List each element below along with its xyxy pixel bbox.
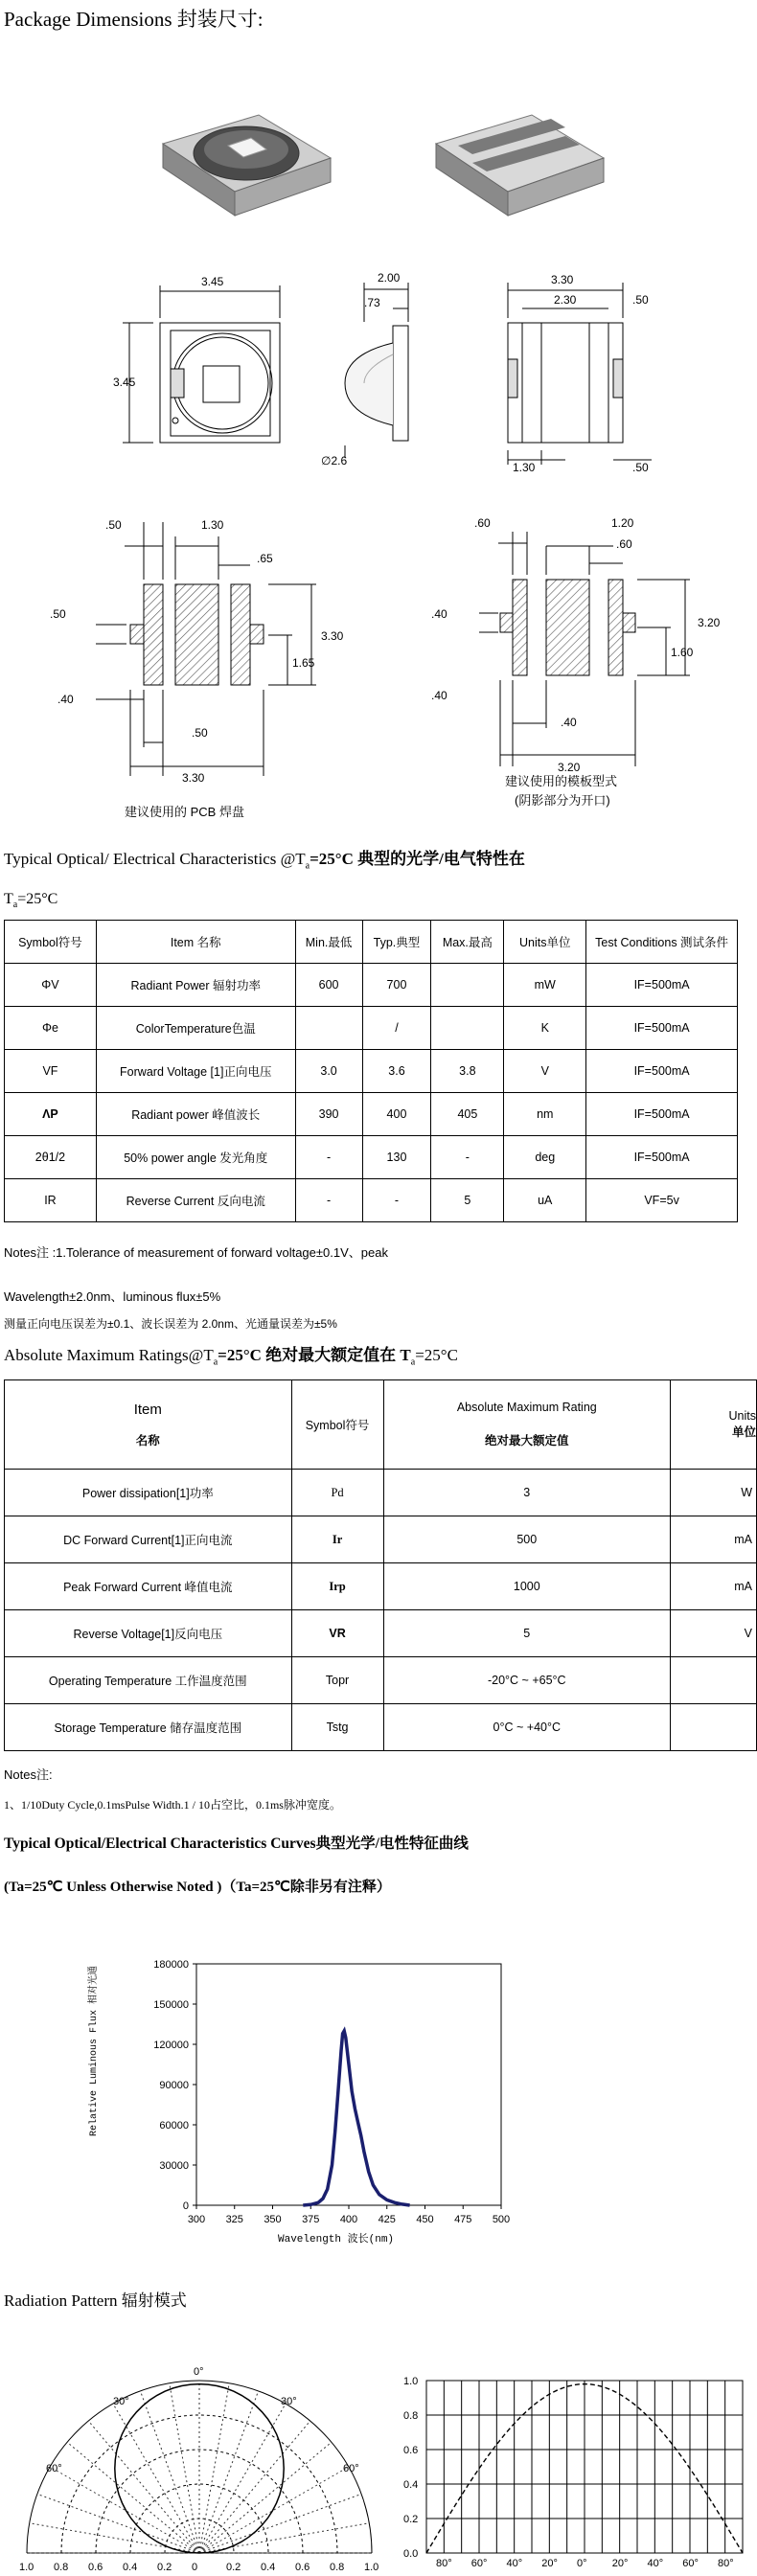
rect-plot	[426, 2381, 743, 2553]
curves-title: Typical Optical/Electrical Characteristics Curves典型光学/电性特征曲线	[4, 1835, 469, 1852]
polar-scale-label: 0.4	[123, 2562, 138, 2573]
stencil-caption: 建议使用的模板型式	[505, 774, 618, 788]
table-row	[5, 1610, 757, 1657]
svg-text:.60: .60	[616, 537, 632, 551]
x-axis-label: Wavelength 波长(nm)	[278, 2234, 395, 2245]
polar-angle-label: 60°	[343, 2463, 359, 2474]
cell: 400	[362, 1093, 431, 1136]
rect-x-label: 80°	[718, 2558, 734, 2569]
svg-text:2.30: 2.30	[554, 293, 577, 307]
cell: 405	[431, 1093, 504, 1136]
polar-angle-label: 30°	[281, 2396, 297, 2407]
pcb-caption: 建议使用的 PCB 焊盘	[125, 805, 244, 819]
polar-angle-label: 30°	[113, 2396, 129, 2407]
rect-x-label: 60°	[470, 2558, 488, 2569]
y-tick-label: 0	[182, 2200, 189, 2212]
polar-scale-label: 0.2	[226, 2562, 241, 2573]
cell: mA	[671, 1563, 757, 1610]
cell: Storage Temperature 储存温度范围	[5, 1704, 292, 1751]
cell: 5	[383, 1610, 671, 1657]
polar-scale-label: 0.6	[88, 2562, 103, 2573]
absolute-table-header	[5, 1380, 757, 1470]
polar-scale-label: 0	[192, 2562, 198, 2573]
header-item-label-cn: 名称	[135, 1433, 160, 1448]
header-cell: Typ.典型	[362, 921, 431, 964]
header-symbol: Symbol符号	[291, 1380, 383, 1470]
rect-x-label: 80°	[436, 2558, 452, 2569]
rect-y-label: 0.0	[403, 2548, 419, 2560]
cell: 3	[383, 1470, 671, 1516]
polar-angle-label: 60°	[46, 2463, 62, 2474]
table-row	[5, 964, 738, 1007]
cell: W	[671, 1470, 757, 1516]
cell: uA	[504, 1179, 586, 1222]
absolute-notes-label: Notes注:	[4, 1767, 53, 1782]
cell: 3.8	[431, 1050, 504, 1093]
cell: 5	[431, 1179, 504, 1222]
svg-text:3.20: 3.20	[558, 761, 581, 774]
typical-note-2: Wavelength±2.0nm、luminous flux±5%	[4, 1289, 221, 1304]
cell: 50% power angle 发光角度	[96, 1136, 295, 1179]
rect-x-label: 60°	[682, 2558, 699, 2569]
header-units-label-cn: 单位	[731, 1425, 756, 1439]
cell: V	[671, 1610, 757, 1657]
cell: IR	[5, 1179, 97, 1222]
table-row	[5, 1516, 757, 1563]
cell: 130	[362, 1136, 431, 1179]
cell: Φe	[5, 1007, 97, 1050]
header-units-label: Units	[728, 1409, 756, 1423]
cell: Pd	[291, 1470, 383, 1516]
cell	[671, 1704, 757, 1751]
cell: Radiant power 峰值波长	[96, 1093, 295, 1136]
rect-x-label: 20°	[611, 2558, 629, 2569]
header-rating	[383, 1380, 671, 1470]
cell: K	[504, 1007, 586, 1050]
svg-text:3.45: 3.45	[201, 275, 224, 288]
rect-y-label: 0.8	[403, 2410, 419, 2422]
cell: VR	[291, 1610, 383, 1657]
header-cell: Max.最高	[431, 921, 504, 964]
polar-scale-label: 0.2	[157, 2562, 172, 2573]
polar-plot	[27, 2381, 372, 2553]
svg-text:.40: .40	[431, 607, 447, 621]
polar-scale-label: 1.0	[19, 2562, 34, 2573]
cell: VF=5v	[586, 1179, 738, 1222]
rect-y-label: 0.4	[403, 2479, 419, 2491]
cell: 500	[383, 1516, 671, 1563]
cell: ΦV	[5, 964, 97, 1007]
svg-text:.40: .40	[561, 716, 577, 729]
cell: -	[362, 1179, 431, 1222]
table-row	[5, 1179, 738, 1222]
svg-text:.50: .50	[105, 518, 122, 532]
package-drawings	[0, 38, 757, 843]
table-row	[5, 1136, 738, 1179]
polar-scale-label: 0.8	[330, 2562, 345, 2573]
package-title: Package Dimensions 封装尺寸:	[4, 8, 264, 31]
header-cell: Symbol符号	[5, 921, 97, 964]
cell: IF=500mA	[586, 1093, 738, 1136]
typical-table-header	[5, 921, 738, 964]
typical-section-title: Typical Optical/ Electrical Characteristics $@T_a=25^\circ C$ 典型的光学/电气特性在	[4, 850, 525, 872]
cell: -	[295, 1179, 362, 1222]
rect-labels	[403, 2376, 734, 2569]
svg-text:.40: .40	[57, 693, 74, 706]
spectrum-curve	[303, 2031, 409, 2205]
table-row	[5, 1093, 738, 1136]
stencil-drawing	[479, 532, 690, 766]
svg-text:3.20: 3.20	[698, 616, 721, 629]
svg-text:.73: .73	[364, 296, 380, 309]
ta-condition: $T_a=25^\circ C$	[4, 891, 58, 911]
table-row	[5, 1007, 738, 1050]
typical-note-3: 测量正向电压误差为±0.1、波长误差为 2.0nm、光通量误差为±5%	[4, 1317, 337, 1331]
cell: Power dissipation[1]功率	[5, 1470, 292, 1516]
cell: 2θ1/2	[5, 1136, 97, 1179]
plot-frame	[196, 1964, 501, 2205]
polar-scale-label: 0.8	[54, 2562, 69, 2573]
cell: nm	[504, 1093, 586, 1136]
polar-spoke	[37, 2494, 199, 2553]
cell	[671, 1657, 757, 1704]
svg-text:2.00: 2.00	[378, 271, 401, 285]
svg-text:1.65: 1.65	[292, 656, 315, 670]
cell: Reverse Voltage[1]反向电压	[5, 1610, 292, 1657]
cell: V	[504, 1050, 586, 1093]
svg-text:1.20: 1.20	[611, 516, 634, 530]
svg-text:.50: .50	[632, 461, 649, 474]
svg-text:3.30: 3.30	[551, 273, 574, 286]
cell: -	[431, 1136, 504, 1179]
rect-x-label: 0°	[577, 2558, 587, 2569]
cell: -20°C ~ +65°C	[383, 1657, 671, 1704]
cell: IF=500mA	[586, 1136, 738, 1179]
svg-text:.65: .65	[257, 552, 273, 565]
y-tick-label: 150000	[153, 1999, 189, 2011]
svg-text:3.45: 3.45	[113, 376, 136, 389]
x-tick-label: 350	[264, 2214, 282, 2225]
svg-text:∅2.6: ∅2.6	[321, 454, 348, 467]
cell: mW	[504, 964, 586, 1007]
x-tick-label: 400	[339, 2214, 358, 2225]
stencil-caption-2: (阴影部分为开口)	[515, 793, 610, 808]
polar-angle-label: 0°	[194, 2366, 204, 2378]
absolute-note-1: 1、1/10Duty Cycle,0.1msPulse Width.1 / 10占空比，0.1ms脉冲宽度。	[4, 1798, 341, 1812]
absolute-table	[4, 1379, 757, 1751]
polar-spoke	[199, 2494, 361, 2553]
polar-scale-label: 0.6	[295, 2562, 310, 2573]
y-axis-label: Relative Luminous Flux 相对光通	[89, 1965, 100, 2136]
cell: IF=500mA	[586, 1050, 738, 1093]
cell: 1000	[383, 1563, 671, 1610]
cell: 390	[295, 1093, 362, 1136]
y-tick-label: 120000	[153, 2040, 189, 2051]
cell: Irp	[291, 1563, 383, 1610]
cell	[431, 964, 504, 1007]
svg-text:3.30: 3.30	[182, 771, 205, 785]
svg-text:1.60: 1.60	[671, 646, 694, 659]
polar-spoke	[199, 2467, 349, 2553]
package-3d-bottom-view	[436, 115, 604, 216]
x-tick-label: 475	[454, 2214, 472, 2225]
svg-text:.50: .50	[632, 293, 649, 307]
cell: Peak Forward Current 峰值电流	[5, 1563, 292, 1610]
cell: Radiant Power 辐射功率	[96, 964, 295, 1007]
cell: ColorTemperature色温	[96, 1007, 295, 1050]
header-cell: Test Conditions 测试条件	[586, 921, 738, 964]
svg-text:1.30: 1.30	[513, 461, 536, 474]
table-row	[5, 1470, 757, 1516]
cell: mA	[671, 1516, 757, 1563]
y-tick-label: 60000	[159, 2120, 189, 2131]
cell	[295, 1007, 362, 1050]
radiation-diagrams	[0, 2361, 757, 2576]
cell: 0°C ~ +40°C	[383, 1704, 671, 1751]
cell: -	[295, 1136, 362, 1179]
svg-text:1.30: 1.30	[201, 518, 224, 532]
cell: Forward Voltage [1]正向电压	[96, 1050, 295, 1093]
table-row	[5, 1563, 757, 1610]
header-item-label: Item	[133, 1401, 162, 1418]
rect-x-label: 40°	[647, 2558, 664, 2569]
cell: IF=500mA	[586, 1007, 738, 1050]
radiation-title: Radiation Pattern 辐射模式	[4, 2291, 187, 2310]
table-row	[5, 1050, 738, 1093]
polar-scale-label: 1.0	[364, 2562, 379, 2573]
y-tick-label: 90000	[159, 2080, 189, 2091]
cell: Reverse Current 反向电流	[96, 1179, 295, 1222]
svg-text:3.30: 3.30	[321, 629, 344, 643]
curves-subtitle: (Ta=25℃ Unless Otherwise Noted )（Ta=25℃除非另有注释）	[4, 1880, 391, 1895]
cell: 3.6	[362, 1050, 431, 1093]
package-3d-top-view	[163, 115, 331, 216]
x-tick-label: 325	[225, 2214, 243, 2225]
absolute-section-title: Absolute Maximum $Ratings@T_a=25^\circ C$ 绝对最大额定值在 $T_a=25^\circ C$	[4, 1346, 458, 1368]
x-tick-label: 450	[416, 2214, 434, 2225]
rect-y-label: 0.2	[403, 2514, 419, 2525]
cell: ΛP	[5, 1093, 97, 1136]
header-cell: Min.最低	[295, 921, 362, 964]
x-tick-label: 300	[187, 2214, 206, 2225]
package-top-outline	[123, 285, 280, 443]
cell	[431, 1007, 504, 1050]
cell: Tstg	[291, 1704, 383, 1751]
header-cell: Item 名称	[96, 921, 295, 964]
table-row	[5, 1657, 757, 1704]
svg-text:.50: .50	[50, 607, 66, 621]
y-tick-label: 180000	[153, 1959, 189, 1971]
cell: Topr	[291, 1657, 383, 1704]
cell: 3.0	[295, 1050, 362, 1093]
x-tick-label: 375	[302, 2214, 320, 2225]
cell: 600	[295, 964, 362, 1007]
rect-y-label: 0.6	[403, 2445, 419, 2456]
cell: DC Forward Current[1]正向电流	[5, 1516, 292, 1563]
polar-spoke	[50, 2467, 199, 2553]
rect-x-label: 40°	[506, 2558, 523, 2569]
cell: 700	[362, 964, 431, 1007]
x-tick-label: 425	[378, 2214, 396, 2225]
rect-y-label: 1.0	[403, 2376, 419, 2387]
header-rating-label: Absolute Maximum Rating	[456, 1401, 597, 1414]
header-units	[671, 1380, 757, 1470]
svg-text:.40: .40	[431, 689, 447, 702]
header-item	[5, 1380, 292, 1470]
header-rating-label-cn: 绝对最大额定值	[485, 1434, 569, 1448]
package-bottom-outline	[508, 283, 652, 465]
typical-note-1: Notes注 :1.Tolerance of measurement of forward voltage±0.1V、peak	[4, 1245, 388, 1260]
header-cell: Units单位	[504, 921, 586, 964]
typical-table	[4, 920, 738, 1222]
svg-text:.60: .60	[474, 516, 491, 530]
polar-scale-label: 0.4	[261, 2562, 276, 2573]
cell: Ir	[291, 1516, 383, 1563]
cell: Operating Temperature 工作温度范围	[5, 1657, 292, 1704]
y-tick-label: 30000	[159, 2160, 189, 2172]
cell: VF	[5, 1050, 97, 1093]
x-tick-label: 500	[492, 2214, 511, 2225]
table-row	[5, 1704, 757, 1751]
spectrum-chart	[77, 1945, 537, 2251]
cell: IF=500mA	[586, 964, 738, 1007]
cell: /	[362, 1007, 431, 1050]
rect-x-label: 20°	[541, 2558, 558, 2569]
svg-text:.50: .50	[192, 726, 208, 740]
cell: deg	[504, 1136, 586, 1179]
